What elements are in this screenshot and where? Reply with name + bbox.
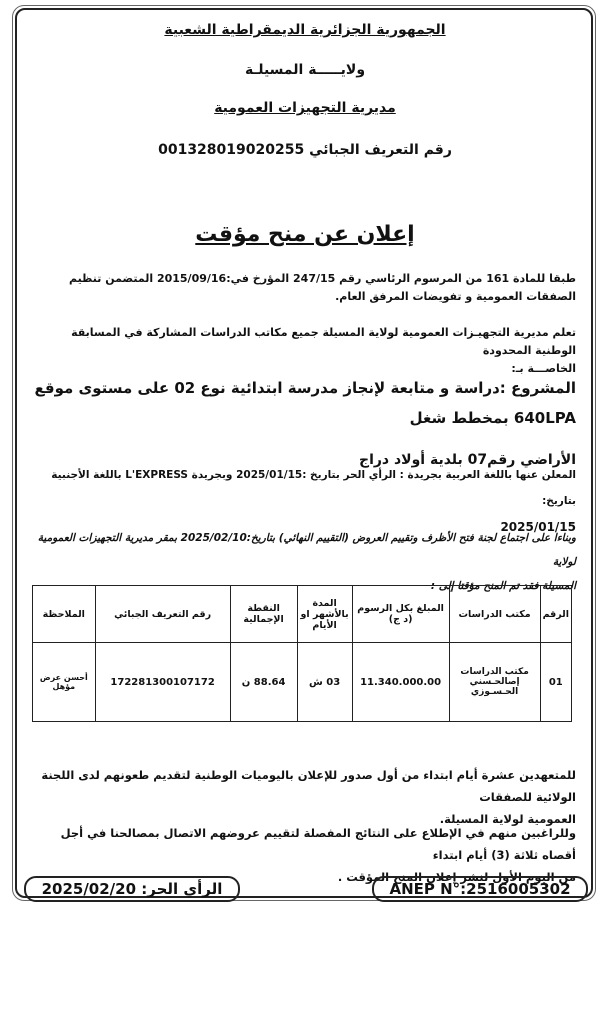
newspaper-name: الرأي الحر:: [141, 880, 223, 898]
meeting-line2: المسيلة فقد تم المنح مؤقتا إلى :: [430, 580, 576, 592]
tax-id-line: [0, 142, 610, 158]
anep-number-badge: ANEP N°:2516005302: [372, 876, 588, 902]
col-office: مكتب الدراسات: [449, 586, 540, 643]
cell-number: 01: [540, 643, 571, 722]
cell-duration: 03 ش: [297, 643, 352, 722]
meeting-line1: وبناءا على اجتماع لجنة فتح الأظرف وتقييم العروض (التقييم النهائي) بتاريخ:2025/02/10 بمقر مديرية التجهيزات العمومية لولاية: [37, 532, 576, 568]
paragraph-2: [30, 324, 576, 378]
cell-note: أحسن عرض مؤهل: [33, 643, 96, 722]
paragraph-4-line1: وللراغبين منهم في الإطلاع على النتائج المفصلة لتقييم عروضهم الاتصال بمصالحنا في أجل أقصاه ثلاثة (3) أيام ابتداء: [60, 826, 576, 862]
publication-line2: 2025/01/15: [500, 520, 576, 534]
tax-id-value: 001328019020255: [158, 142, 305, 158]
col-number: الرقم: [540, 586, 571, 643]
project-line2: الأراضي رقم07 بلدية أولاد دراج: [358, 452, 576, 468]
col-note: الملاحظة: [33, 586, 96, 643]
paragraph-2-line2: الخاصـــة بـ:: [511, 362, 576, 375]
table-row: [33, 643, 572, 722]
project-line1: المشروع :دراسة و متابعة لإنجاز مدرسة ابتدائية نوع 02 على مستوى موقع 640LPA بمخطط شغل: [34, 379, 576, 427]
paragraph-2-line1: تعلم مديرية التجهيـزات العمومية لولاية المسيلة جميع مكاتب الدراسات المشاركة في المسابقة الوطنية المحدودة: [71, 326, 576, 357]
wilaya-header: ولايـــــة المسيلـة: [244, 62, 366, 78]
paragraph-1-line1: طبقا للمادة 161 من المرسوم الرئاسي رقم 247/15 المؤرخ في:2015/09/16 المتضمن تنظيم: [68, 272, 576, 285]
republic-header: الجمهورية الجزائرية الديمقراطية الشعبية: [164, 22, 446, 38]
publication-line1: المعلن عنها باللغة العربية بجريدة : الرأي الحر بتاريخ :2025/01/15 وبجريدة L'EXPRESS باللغة الأجنبية بتاريخ:: [51, 469, 576, 507]
col-tax-id: رقم التعريف الجبائي: [95, 586, 230, 643]
paragraph-4-line2: من اليوم الأول لنشر إعلان المنح المؤقت .: [337, 870, 576, 884]
cell-tax-id: 172281300107172: [95, 643, 230, 722]
cell-office: مكتب الدراسات إصالحـسني الحـسـوزي: [449, 643, 540, 722]
newspaper-date: 2025/02/20: [41, 880, 137, 898]
paragraph-3-line2: العمومية لولاية المسيلة.: [439, 812, 576, 826]
paragraph-3-line1: للمتعهدين عشرة أيام ابتداء من أول صدور للإعلان باليوميات الوطنية لتقديم طعونهم لدى اللجنة الولائية للصفقات: [41, 768, 576, 804]
paragraph-1-line2: الصفقات العمومية و تفويضات المرفق العام.: [335, 290, 576, 303]
col-amount: المبلغ بكل الرسوم (د ج): [352, 586, 449, 643]
cell-score: 88.64 ن: [230, 643, 297, 722]
project-description: [28, 373, 576, 475]
paragraph-3: [30, 764, 576, 830]
tax-id-label: رقم التعريف الجبائي: [309, 142, 452, 158]
page-title: إعلان عن منح مؤقت: [195, 222, 415, 247]
cell-amount: 11.340.000.00: [352, 643, 449, 722]
col-duration: المدة بالأشهر او الأيام: [297, 586, 352, 643]
newspaper-date-badge: [24, 876, 240, 902]
col-score: النقطة الإجمالية: [230, 586, 297, 643]
award-table: [32, 585, 572, 722]
table-header-row: [33, 586, 572, 643]
directorate-header: مديرية التجهيزات العمومية: [214, 100, 396, 116]
paragraph-1: [30, 270, 576, 306]
